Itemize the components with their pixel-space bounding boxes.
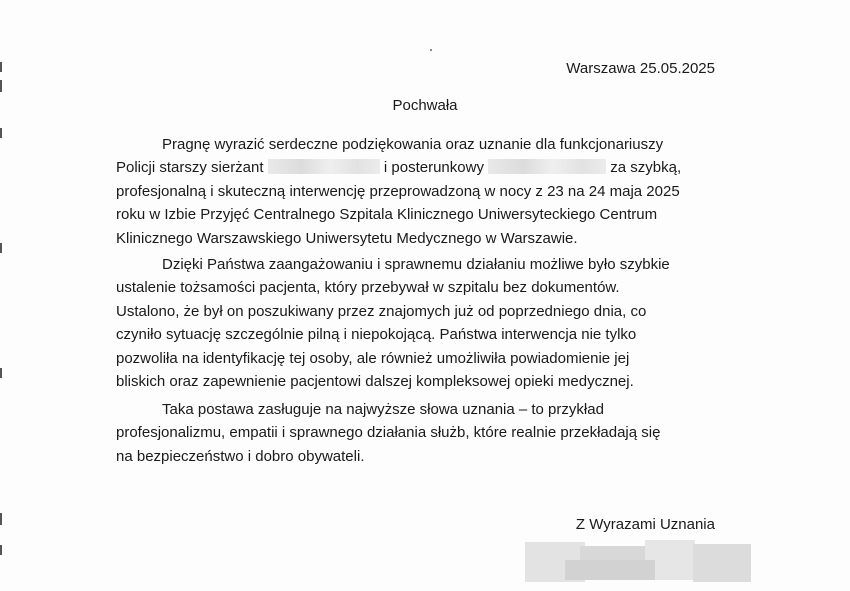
text-line: Klinicznego Warszawskiego Uniwersytetu Medycznego w Warszawie. bbox=[116, 229, 578, 247]
text-line: bliskich oraz zapewnienie pacjentowi dalszej kompleksowej opieki medycznej. bbox=[116, 373, 634, 391]
scan-edge-mark bbox=[0, 513, 2, 525]
text-line: czyniło sytuację szczególnie pilną i niepokojącą. Państwa interwencja nie tylko bbox=[116, 326, 637, 344]
text-line: profesjonalizmu, empatii i sprawnego działania służb, które realnie przekładają się bbox=[116, 424, 661, 442]
redacted-name bbox=[268, 159, 380, 174]
text-line: Ustalono, że był on poszukiwany przez znajomych już od poprzedniego dnia, co bbox=[116, 302, 647, 320]
paragraph-3 bbox=[116, 398, 736, 468]
scan-edge-mark bbox=[0, 62, 2, 72]
text-fragment: za szybką, bbox=[610, 159, 682, 177]
text-fragment: i posterunkowy bbox=[383, 159, 484, 177]
paragraph-2 bbox=[116, 253, 736, 393]
text-line: pozwoliła na identyfikację tej osoby, ale również umożliwiła powiadomienie jej bbox=[116, 349, 630, 367]
text-line: Pragnę wyrazić serdeczne podziękowania oraz uznanie dla funkcjonariuszy bbox=[162, 136, 664, 153]
redacted-signature bbox=[525, 538, 751, 584]
scan-edge-mark bbox=[0, 243, 2, 253]
scan-speck bbox=[430, 49, 432, 51]
scan-edge-mark bbox=[0, 368, 2, 378]
text-line: na bezpieczeństwo i dobro obywateli. bbox=[116, 447, 365, 465]
redaction-block bbox=[565, 560, 655, 580]
text-line: roku w Izbie Przyjęć Centralnego Szpitala Klinicznego Uniwersyteckiego Centrum bbox=[116, 206, 658, 224]
closing-phrase: Z Wyrazami Uznania bbox=[575, 516, 715, 533]
scan-edge-mark bbox=[0, 128, 2, 138]
paragraph-1 bbox=[116, 133, 736, 250]
letter-title: Pochwała bbox=[392, 97, 458, 114]
letter-date: Warszawa 25.05.2025 bbox=[566, 60, 715, 77]
text-line: ustalenie tożsamości pacjenta, który przebywał w szpitalu bez dokumentów. bbox=[116, 279, 620, 297]
scan-edge-mark bbox=[0, 545, 2, 555]
scan-edge-mark bbox=[0, 80, 2, 92]
text-line: profesjonalną i skuteczną interwencję przeprowadzoną w nocy z 23 na 24 maja 2025 bbox=[116, 182, 680, 200]
redaction-block bbox=[693, 544, 751, 582]
text-line bbox=[116, 156, 736, 179]
text-line: Taka postawa zasługuje na najwyższe słowa uznania – to przykład bbox=[162, 401, 604, 418]
redacted-name bbox=[488, 159, 606, 174]
text-line: Dzięki Państwa zaangażowaniu i sprawnemu działaniu możliwe było szybkie bbox=[162, 256, 670, 273]
text-fragment: Policji starszy sierżant bbox=[116, 159, 264, 177]
